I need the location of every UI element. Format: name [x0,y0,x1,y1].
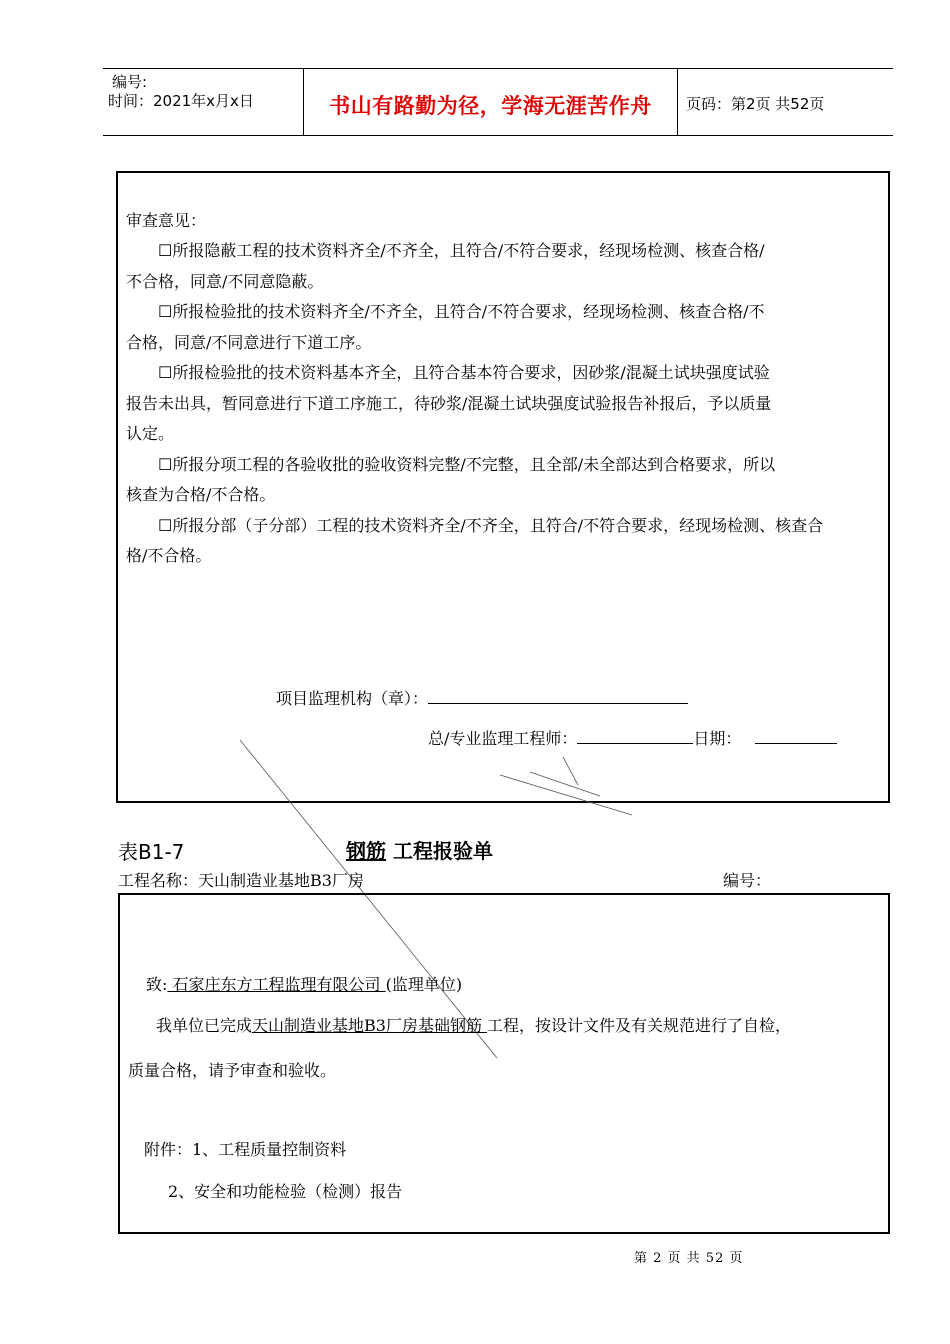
body-line-2: 质量合格，请予审查和验收。 [128,1061,337,1080]
header-page-info: 页码：第2页 共52页 [686,95,825,113]
body-line-1 [156,1013,791,1036]
review-option-4: ☐所报分项工程的各验收批的验收资料完整/不完整，且全部/未全部达到合格要求，所以 [126,450,886,481]
to-label: 致: [146,975,168,994]
table-number: 表B1-7 [118,840,185,864]
header-serial-label: 编号: [112,73,148,91]
checkbox-icon[interactable]: ☐ [158,515,173,535]
review-option-3-cont: 报告未出具，暂同意进行下道工序施工，待砂浆/混凝土试块强度试验报告补报后，予以质量 [126,393,772,413]
form-serial-label: 编号： [723,871,772,890]
body-prefix: 我单位已完成 [156,1016,253,1035]
attachment-2: 2、安全和功能检验（检测）报告 [168,1182,403,1201]
supervisor-company: 石家庄东方工程监理有限公司 [167,975,386,994]
form-title [346,835,493,864]
checkbox-icon[interactable]: ☐ [158,363,173,382]
review-option-1: ☐所报隐蔽工程的技术资料齐全/不齐全，且符合/不符合要求，经现场检测、核查合格/ [126,236,886,267]
header-time: 时间：2021年x月x日 [108,92,254,110]
project-name: 工程名称：天山制造业基地B3厂房 [118,871,364,890]
supervision-org-label: 项目监理机构（章）： [276,689,429,708]
form-title-rest: 工程报验单 [386,839,493,863]
review-option-3: ☐所报检验批的技术资料基本齐全，且符合基本符合要求，因砂浆/混凝土试块强度试验 [126,358,886,389]
review-option-3-cont2: 认定。 [126,424,175,443]
form-title-subject: 钢筋 [346,839,386,863]
review-option-2-cont: 合格，同意/不同意进行下道工序。 [126,332,372,352]
review-heading: 审查意见： [126,211,207,230]
date-label: 日期： [693,729,742,748]
completed-work: 天山制造业基地B3厂房基础钢筋 [252,1016,488,1035]
checkbox-icon[interactable]: ☐ [158,241,173,260]
review-option-5-cont: 格/不合格。 [126,546,212,565]
to-suffix: (监理单位) [385,975,463,994]
review-option-1-cont: 不合格，同意/不同意隐蔽。 [126,271,324,291]
attachment-1: 附件：1、工程质量控制资料 [144,1140,347,1159]
engineer-label: 总/专业监理工程师： [428,729,578,748]
review-option-2: ☐所报检验批的技术资料齐全/不齐全，且符合/不符合要求，经现场检测、核查合格/不 [126,297,886,328]
page-footer: 第 2 页 共 52 页 [634,1251,744,1266]
addressee-row [146,972,462,995]
checkbox-icon[interactable]: ☐ [158,454,173,474]
review-option-4-cont: 核查为合格/不合格。 [126,485,276,504]
header-motto: 书山有路勤为径，学海无涯苦作舟 [329,94,652,118]
scan-artifact-line [563,757,578,785]
checkbox-icon[interactable]: ☐ [158,302,173,321]
body-suffix: 工程，按设计文件及有关规范进行了自检， [487,1016,792,1035]
scan-artifact-line [500,775,632,815]
review-option-5: ☐所报分部（子分部）工程的技术资料齐全/不齐全，且符合/不符合要求，经现场检测、核查合 [126,511,886,542]
scan-artifact-line [530,772,600,796]
